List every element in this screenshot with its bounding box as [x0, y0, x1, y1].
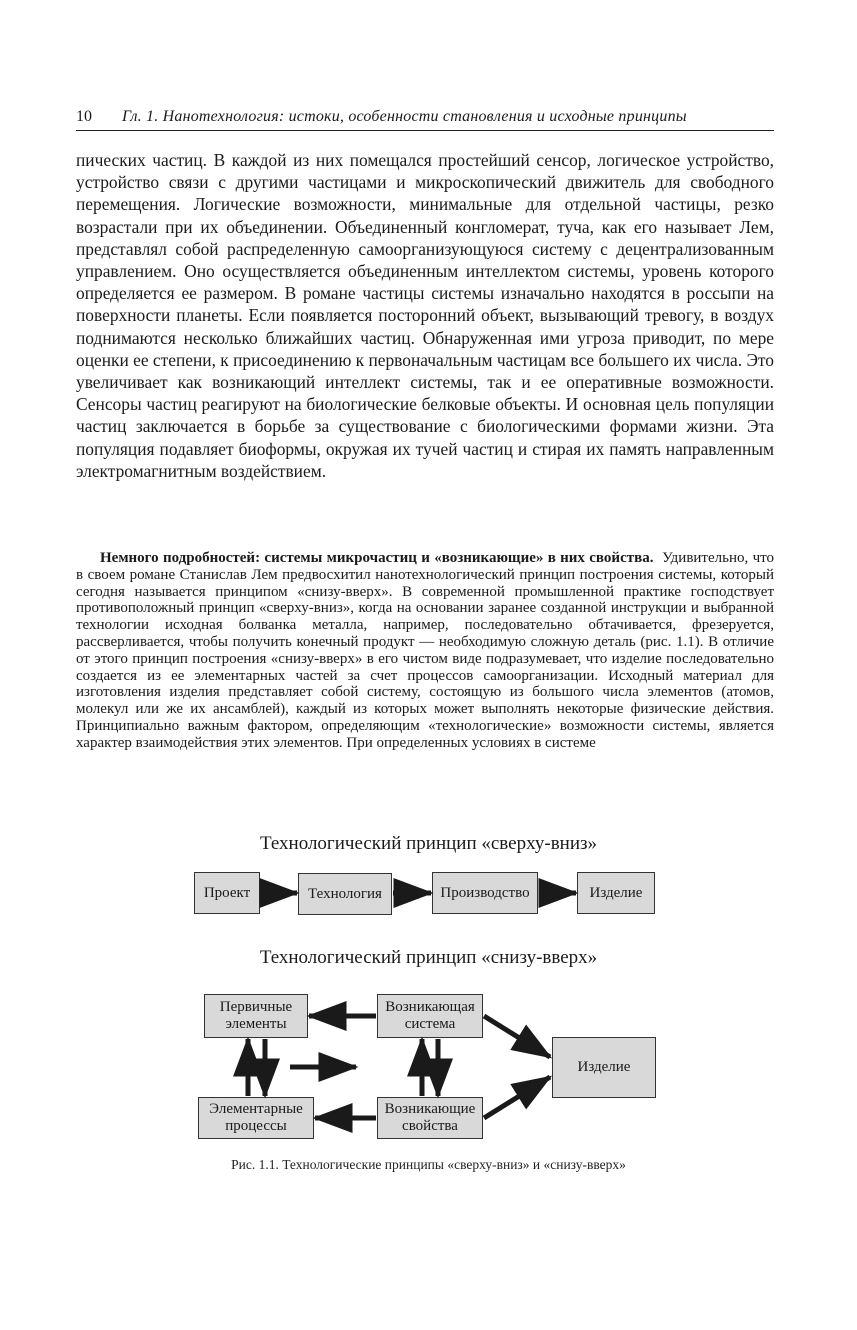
box-project: Проект	[194, 872, 260, 914]
arrow-system-to-product	[484, 1016, 550, 1057]
box-emergent-system: Возникающая система	[377, 994, 483, 1038]
figure-caption: Рис. 1.1. Технологические принципы «сверху-вниз» и «снизу-вверх»	[231, 1157, 626, 1172]
top-down-title: Технологический принцип «сверху-вниз»	[259, 833, 598, 854]
section-text: Удивительно, что в своем романе Станислав Лем предвосхитил нанотехнологический принцип построения системы, который сегодня называется принципом «снизу-вверх». В современной промышленной практике господствует противоположный принцип «сверху-вниз», когда на основании заранее созданной инструкции и выбранной технологии исходная болванка металла, например, последовательно обтачивается, фрезеруется, рассверливается, чтобы получить конечный продукт — необходимую сложную деталь (рис. 1.1). В отличие от этого принцип построения «снизу-вверх» в его чистом виде подразумевает, что изделие последовательно создается из ее элементарных частей за счет процессов самоорганизации. Исходный материал для изготовления изделия представляет собой систему, состоящую из большого числа элементов (атомов, молекул или же их ансамблей), каждый из которых может выполнять некоторые физические действия. Принципиально важным фактором, определяющим «технологические» возможности системы, является характер взаимодействия этих элементов. При определенных условиях в системе	[76, 550, 774, 751]
arrow-properties-to-product	[484, 1077, 550, 1118]
box-primary-elements: Первичные элементы	[204, 994, 308, 1038]
box-technology: Технология	[298, 873, 392, 915]
section-run-in-heading: Немного подробностей: системы микрочастиц и «возникающие» в них свойства.	[100, 550, 654, 566]
box-emergent-properties: Возникающие свойства	[377, 1097, 483, 1139]
box-elementary-processes: Элементарные процессы	[198, 1097, 314, 1139]
bottom-up-title: Технологический принцип «снизу-вверх»	[259, 947, 598, 968]
box-product-bottom: Изделие	[552, 1037, 656, 1098]
box-production: Производство	[432, 872, 538, 914]
box-product-top: Изделие	[577, 872, 655, 914]
page-number: 10	[76, 108, 92, 125]
body-paragraph-1: пических частиц. В каждой из них помещался простейший сенсор, логическое устройство, устройство связи с другими частицами и микроскопический движитель для свободного перемещения. Логические возможности, минимальные для отдельной частицы, резко возрастали при их объединении. Объединенный конгломерат, туча, как его называет Лем, представлял собой распределенную самоорганизующуюся систему с децентрализованным управлением. Оно осуществляется объединенным интеллектом системы, уровень которого определяется ее размером. В романе частицы системы изначально находятся в россыпи на поверхности планеты. Если появляется посторонний объект, вызывающий тревогу, в воздух поднимаются несколько ближайших частиц. Обнаруженная ими угроза приводит, по мере оценки ее степени, к присоединению к первоначальным частицам все большего их числа. Это увеличивает как возникающий интеллект системы, так и ее оперативные возможности. Сенсоры частиц реагируют на биологические белковые объекты. И основная цель популяции частиц заключается в борьбе за существование с биологическими формами жизни. Эта популяция подавляет биоформы, окружая их тучей частиц и стирая их память направленным электромагнитным воздействием.	[76, 150, 774, 481]
running-title: Гл. 1. Нанотехнология: истоки, особенности становления и исходные принципы	[122, 108, 687, 125]
